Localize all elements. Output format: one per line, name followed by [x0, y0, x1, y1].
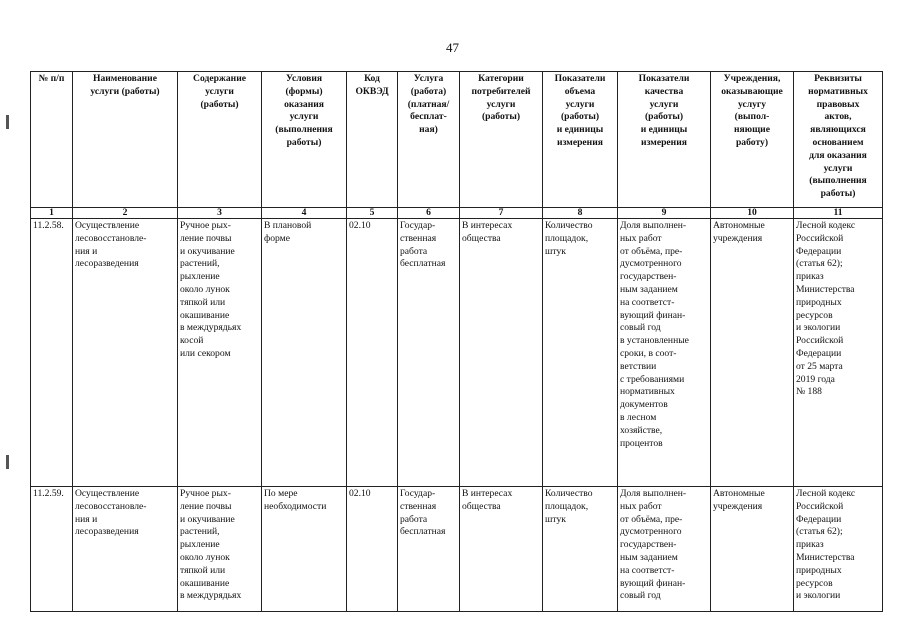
header-volume: Показатели объема услуги (работы) и единицы измерения	[543, 72, 618, 208]
row-number: 11.2.59.	[31, 487, 73, 612]
services-table	[30, 71, 883, 612]
volume-indicator: Количество площадок, штук	[543, 219, 618, 487]
column-number: 5	[347, 208, 398, 219]
okved-code: 02.10	[347, 219, 398, 487]
column-number: 7	[460, 208, 543, 219]
paid-status: Государ- ственная работа бесплатная	[398, 487, 460, 612]
service-name: Осуществление лесовосстановле- ния и лесоразведения	[73, 219, 178, 487]
column-number: 1	[31, 208, 73, 219]
header-conditions: Условия (формы) оказания услуги (выполнения работы)	[262, 72, 347, 208]
quality-indicator: Доля выполнен- ных работ от объёма, пре- дусмотренного государствен- ным заданием на соответст- вующий финан- совый год в установленные сроки, в соот- ветствии с требованиями нормативных документов в лесном хозяйстве, процентов	[618, 219, 711, 487]
column-number: 6	[398, 208, 460, 219]
legal-acts: Лесной кодекс Российской Федерации (статья 62); приказ Министерства природных ресурсов и экологии	[794, 487, 883, 612]
column-number: 11	[794, 208, 883, 219]
column-number: 3	[178, 208, 262, 219]
header-paid: Услуга (работа) (платная/ бесплат- ная)	[398, 72, 460, 208]
service-name: Осуществление лесовосстановле- ния и лесоразведения	[73, 487, 178, 612]
header-content: Содержание услуги (работы)	[178, 72, 262, 208]
column-number-row	[31, 208, 883, 219]
column-number: 10	[711, 208, 794, 219]
consumer-category: В интересах общества	[460, 219, 543, 487]
okved-code: 02.10	[347, 487, 398, 612]
volume-indicator: Количество площадок, штук	[543, 487, 618, 612]
institutions: Автономные учреждения	[711, 219, 794, 487]
scan-edge-mark	[6, 115, 9, 129]
column-number: 2	[73, 208, 178, 219]
service-conditions: В плановой форме	[262, 219, 347, 487]
header-okved: Код ОКВЭД	[347, 72, 398, 208]
page-number: 47	[446, 40, 459, 55]
service-conditions: По мере необходимости	[262, 487, 347, 612]
row-number: 11.2.58.	[31, 219, 73, 487]
institutions: Автономные учреждения	[711, 487, 794, 612]
table-row	[31, 219, 883, 487]
quality-indicator: Доля выполнен- ных работ от объёма, пре- дусмотренного государствен- ным заданием на соответст- вующий финан- совый год	[618, 487, 711, 612]
paid-status: Государ- ственная работа бесплатная	[398, 219, 460, 487]
service-content: Ручное рых- ление почвы и окучивание растений, рыхление около лунок тяпкой или окашивание в междурядьях	[178, 487, 262, 612]
header-institutions: Учреждения, оказывающие услугу (выпол- няющие работу)	[711, 72, 794, 208]
header-legal-acts: Реквизиты нормативных правовых актов, являющихся основанием для оказания услуги (выполнения работы)	[794, 72, 883, 208]
consumer-category: В интересах общества	[460, 487, 543, 612]
column-number: 8	[543, 208, 618, 219]
legal-acts: Лесной кодекс Российской Федерации (статья 62); приказ Министерства природных ресурсов и экологии Российской Федерации от 25 марта 2019 года № 188	[794, 219, 883, 487]
header-service-name: Наименование услуги (работы)	[73, 72, 178, 208]
header-consumers: Категории потребителей услуги (работы)	[460, 72, 543, 208]
scan-edge-mark	[6, 455, 9, 469]
column-number: 9	[618, 208, 711, 219]
header-row	[31, 72, 883, 208]
column-number: 4	[262, 208, 347, 219]
table-row	[31, 487, 883, 612]
header-quality: Показатели качества услуги (работы) и единицы измерения	[618, 72, 711, 208]
service-content: Ручное рых- ление почвы и окучивание растений, рыхление около лунок тяпкой или окашивание в междурядьях косой или секором	[178, 219, 262, 487]
header-num: № п/п	[31, 72, 73, 208]
